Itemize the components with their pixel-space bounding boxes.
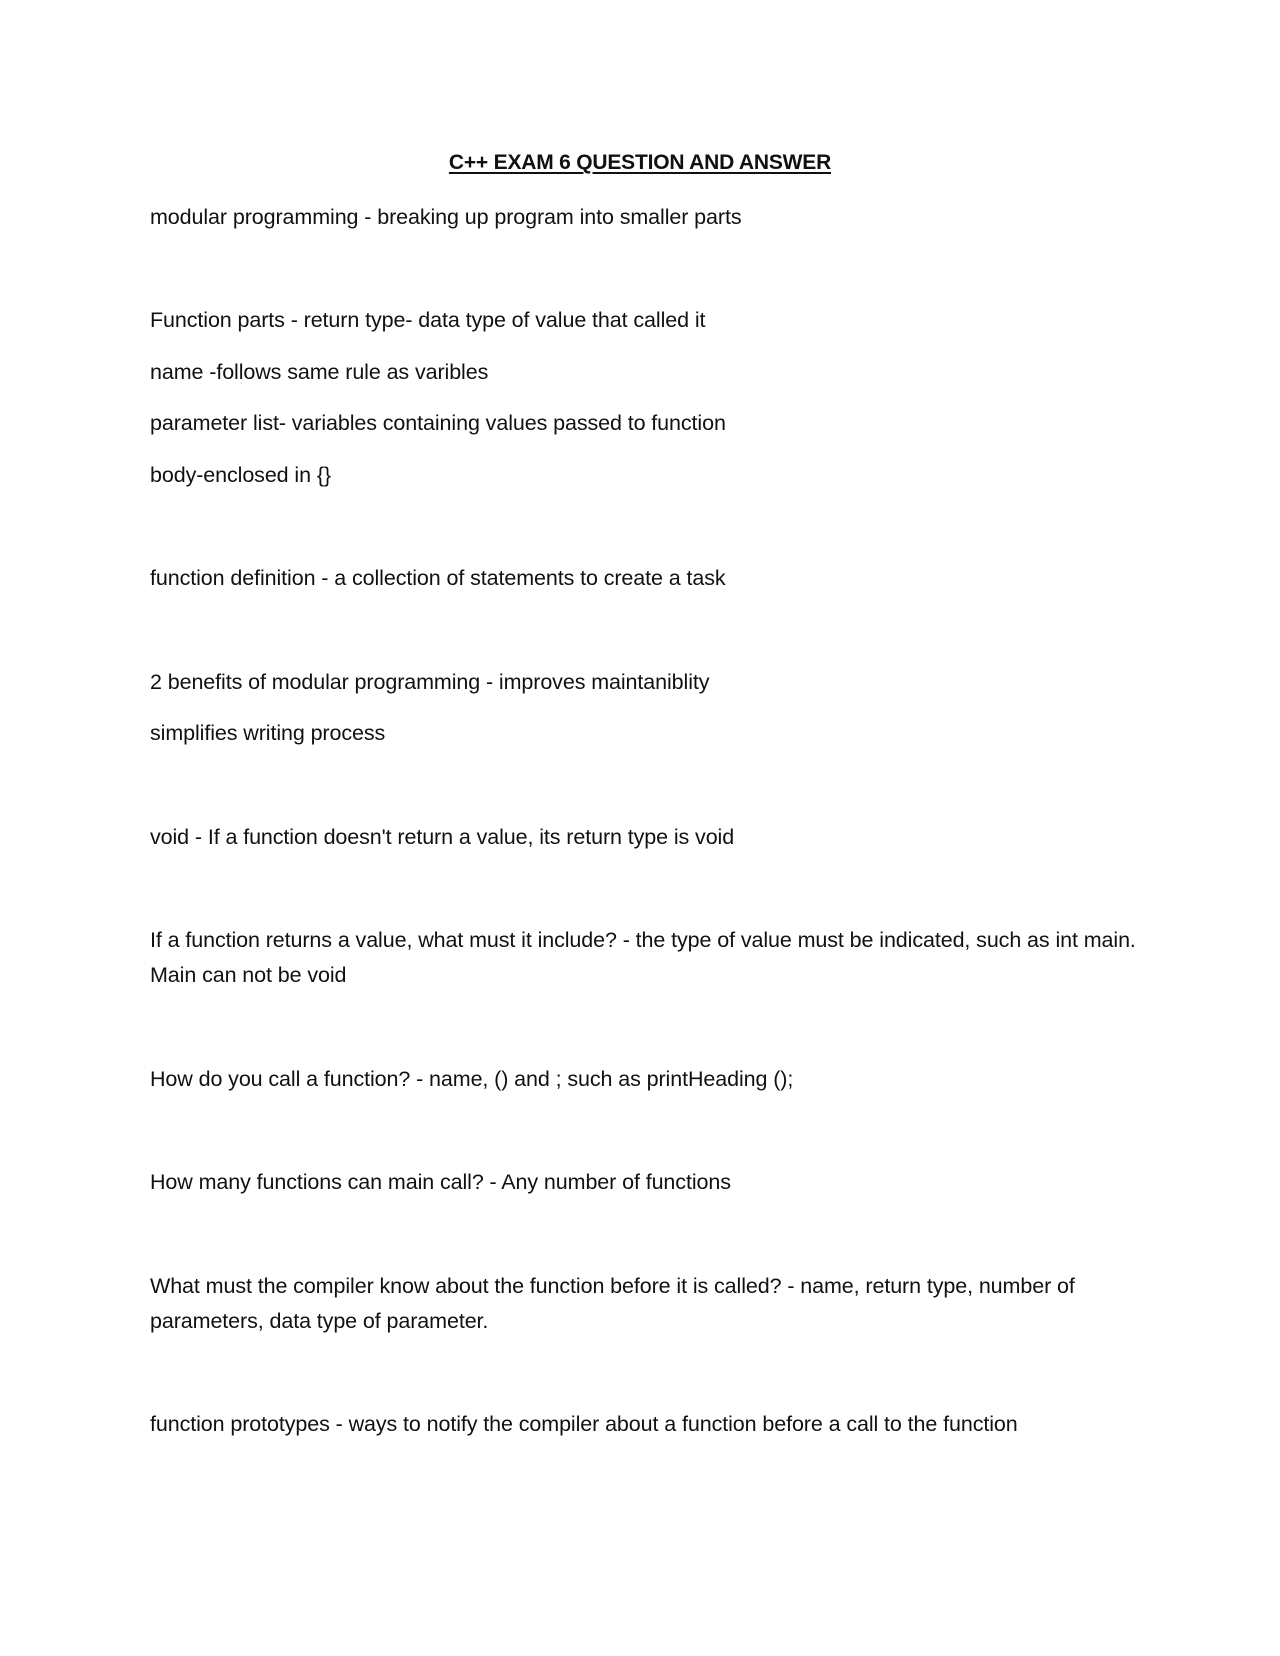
text-line: modular programming - breaking up program into smaller parts	[150, 205, 742, 229]
text-line: Function parts - return type- data type of value that called it	[150, 308, 706, 332]
text-line: parameter list- variables containing values passed to function	[150, 411, 726, 435]
text-line: name -follows same rule as varibles	[150, 360, 489, 384]
text-line: How many functions can main call? - Any number of functions	[150, 1170, 731, 1194]
text-line: body-enclosed in {}	[150, 463, 331, 487]
document-title: C++ EXAM 6 QUESTION AND ANSWER	[448, 151, 832, 174]
text-line: void - If a function doesn't return a value, its return type is void	[150, 825, 735, 849]
text-line: simplifies writing process	[150, 721, 386, 745]
text-paragraph: If a function returns a value, what must it include? - the type of value must be indicated, such as int main. Main can not be void	[150, 928, 1136, 987]
text-line: function prototypes - ways to notify the compiler about a function before a call to the function	[150, 1412, 1018, 1436]
text-line: How do you call a function? - name, () and ; such as printHeading ();	[150, 1067, 794, 1091]
text-line: 2 benefits of modular programming - improves maintaniblity	[150, 670, 710, 694]
text-paragraph: What must the compiler know about the function before it is called? - name, return type, number of parameters, data type of parameter.	[150, 1274, 1075, 1333]
text-line: function definition - a collection of statements to create a task	[150, 566, 726, 590]
